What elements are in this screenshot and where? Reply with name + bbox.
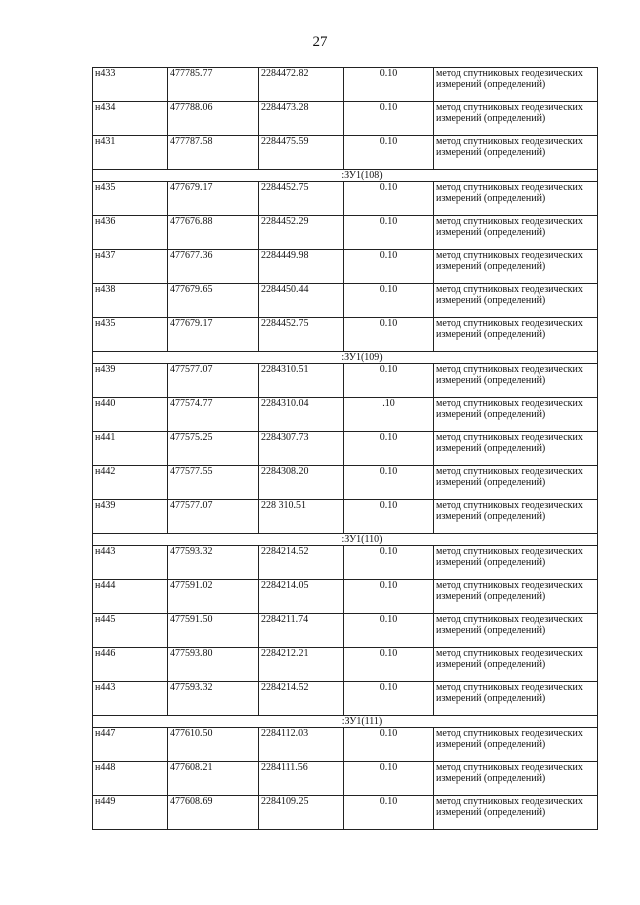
table-row [93, 68, 598, 102]
section-header-row [93, 716, 598, 728]
x-coordinate: 477787.58 [168, 136, 259, 170]
y-coordinate: 228 310.51 [259, 500, 344, 534]
table-row [93, 796, 598, 830]
x-coordinate: 477788.06 [168, 102, 259, 136]
method-description: метод спутниковых геодезических измерений (определений) [434, 682, 598, 716]
method-description: метод спутниковых геодезических измерений (определений) [434, 796, 598, 830]
position-error: .10 [344, 398, 434, 432]
y-coordinate: 2284109.25 [259, 796, 344, 830]
position-error: 0.10 [344, 728, 434, 762]
table-row [93, 398, 598, 432]
table-row [93, 182, 598, 216]
point-name: н444 [93, 580, 168, 614]
y-coordinate: 2284307.73 [259, 432, 344, 466]
y-coordinate: 2284112.03 [259, 728, 344, 762]
point-name: н431 [93, 136, 168, 170]
x-coordinate: 477608.21 [168, 762, 259, 796]
method-description: метод спутниковых геодезических измерений (определений) [434, 648, 598, 682]
point-name: н449 [93, 796, 168, 830]
y-coordinate: 2284308.20 [259, 466, 344, 500]
position-error: 0.10 [344, 500, 434, 534]
position-error: 0.10 [344, 614, 434, 648]
position-error: 0.10 [344, 432, 434, 466]
point-name: н435 [93, 318, 168, 352]
table-row [93, 762, 598, 796]
table-row [93, 648, 598, 682]
point-name: н440 [93, 398, 168, 432]
y-coordinate: 2284452.75 [259, 318, 344, 352]
point-name: н435 [93, 182, 168, 216]
method-description: метод спутниковых геодезических измерений (определений) [434, 284, 598, 318]
method-description: метод спутниковых геодезических измерений (определений) [434, 102, 598, 136]
y-coordinate: 2284473.28 [259, 102, 344, 136]
section-title: :ЗУ1(109) [93, 352, 598, 364]
position-error: 0.10 [344, 182, 434, 216]
x-coordinate: 477591.02 [168, 580, 259, 614]
table-row [93, 250, 598, 284]
y-coordinate: 2284452.75 [259, 182, 344, 216]
point-name: н445 [93, 614, 168, 648]
point-name: н433 [93, 68, 168, 102]
table-row [93, 136, 598, 170]
position-error: 0.10 [344, 682, 434, 716]
point-name: н436 [93, 216, 168, 250]
y-coordinate: 2284214.52 [259, 546, 344, 580]
y-coordinate: 2284449.98 [259, 250, 344, 284]
position-error: 0.10 [344, 762, 434, 796]
position-error: 0.10 [344, 250, 434, 284]
y-coordinate: 2284452.29 [259, 216, 344, 250]
y-coordinate: 2284450.44 [259, 284, 344, 318]
table-row [93, 682, 598, 716]
y-coordinate: 2284472.82 [259, 68, 344, 102]
section-title: :ЗУ1(111) [93, 716, 598, 728]
method-description: метод спутниковых геодезических измерений (определений) [434, 728, 598, 762]
method-description: метод спутниковых геодезических измерений (определений) [434, 250, 598, 284]
position-error: 0.10 [344, 284, 434, 318]
point-name: н437 [93, 250, 168, 284]
x-coordinate: 477593.32 [168, 546, 259, 580]
position-error: 0.10 [344, 580, 434, 614]
y-coordinate: 2284475.59 [259, 136, 344, 170]
x-coordinate: 477577.07 [168, 364, 259, 398]
method-description: метод спутниковых геодезических измерений (определений) [434, 182, 598, 216]
point-name: н434 [93, 102, 168, 136]
position-error: 0.10 [344, 136, 434, 170]
x-coordinate: 477608.69 [168, 796, 259, 830]
x-coordinate: 477785.77 [168, 68, 259, 102]
page-number: 27 [312, 34, 328, 50]
table-row [93, 432, 598, 466]
y-coordinate: 2284111.56 [259, 762, 344, 796]
method-description: метод спутниковых геодезических измерений (определений) [434, 500, 598, 534]
x-coordinate: 477676.88 [168, 216, 259, 250]
coordinates-table-body [93, 68, 598, 830]
method-description: метод спутниковых геодезических измерений (определений) [434, 216, 598, 250]
position-error: 0.10 [344, 68, 434, 102]
method-description: метод спутниковых геодезических измерений (определений) [434, 68, 598, 102]
table-row [93, 364, 598, 398]
position-error: 0.10 [344, 102, 434, 136]
table-row [93, 614, 598, 648]
method-description: метод спутниковых геодезических измерений (определений) [434, 432, 598, 466]
table-row [93, 580, 598, 614]
section-title: :ЗУ1(108) [93, 170, 598, 182]
point-name: н439 [93, 364, 168, 398]
table-row [93, 546, 598, 580]
table-row [93, 216, 598, 250]
x-coordinate: 477610.50 [168, 728, 259, 762]
position-error: 0.10 [344, 216, 434, 250]
x-coordinate: 477575.25 [168, 432, 259, 466]
point-name: н443 [93, 546, 168, 580]
point-name: н442 [93, 466, 168, 500]
method-description: метод спутниковых геодезических измерений (определений) [434, 318, 598, 352]
x-coordinate: 477679.17 [168, 318, 259, 352]
point-name: н439 [93, 500, 168, 534]
section-header-row [93, 170, 598, 182]
position-error: 0.10 [344, 546, 434, 580]
position-error: 0.10 [344, 364, 434, 398]
y-coordinate: 2284211.74 [259, 614, 344, 648]
x-coordinate: 477577.07 [168, 500, 259, 534]
method-description: метод спутниковых геодезических измерений (определений) [434, 398, 598, 432]
position-error: 0.10 [344, 318, 434, 352]
method-description: метод спутниковых геодезических измерений (определений) [434, 136, 598, 170]
method-description: метод спутниковых геодезических измерений (определений) [434, 614, 598, 648]
x-coordinate: 477677.36 [168, 250, 259, 284]
point-name: н438 [93, 284, 168, 318]
x-coordinate: 477679.65 [168, 284, 259, 318]
x-coordinate: 477591.50 [168, 614, 259, 648]
table-row [93, 102, 598, 136]
method-description: метод спутниковых геодезических измерений (определений) [434, 762, 598, 796]
y-coordinate: 2284214.52 [259, 682, 344, 716]
table-row [93, 466, 598, 500]
y-coordinate: 2284214.05 [259, 580, 344, 614]
table-row [93, 284, 598, 318]
section-header-row [93, 352, 598, 364]
point-name: н447 [93, 728, 168, 762]
point-name: н448 [93, 762, 168, 796]
x-coordinate: 477593.80 [168, 648, 259, 682]
section-title: :ЗУ1(110) [93, 534, 598, 546]
x-coordinate: 477574.77 [168, 398, 259, 432]
section-header-row [93, 534, 598, 546]
method-description: метод спутниковых геодезических измерений (определений) [434, 364, 598, 398]
position-error: 0.10 [344, 466, 434, 500]
method-description: метод спутниковых геодезических измерений (определений) [434, 580, 598, 614]
x-coordinate: 477679.17 [168, 182, 259, 216]
point-name: н446 [93, 648, 168, 682]
point-name: н441 [93, 432, 168, 466]
x-coordinate: 477593.32 [168, 682, 259, 716]
y-coordinate: 2284212.21 [259, 648, 344, 682]
method-description: метод спутниковых геодезических измерений (определений) [434, 466, 598, 500]
y-coordinate: 2284310.04 [259, 398, 344, 432]
position-error: 0.10 [344, 648, 434, 682]
point-name: н443 [93, 682, 168, 716]
position-error: 0.10 [344, 796, 434, 830]
coordinates-table [92, 67, 598, 830]
method-description: метод спутниковых геодезических измерений (определений) [434, 546, 598, 580]
table-row [93, 728, 598, 762]
table-row [93, 500, 598, 534]
y-coordinate: 2284310.51 [259, 364, 344, 398]
table-row [93, 318, 598, 352]
x-coordinate: 477577.55 [168, 466, 259, 500]
